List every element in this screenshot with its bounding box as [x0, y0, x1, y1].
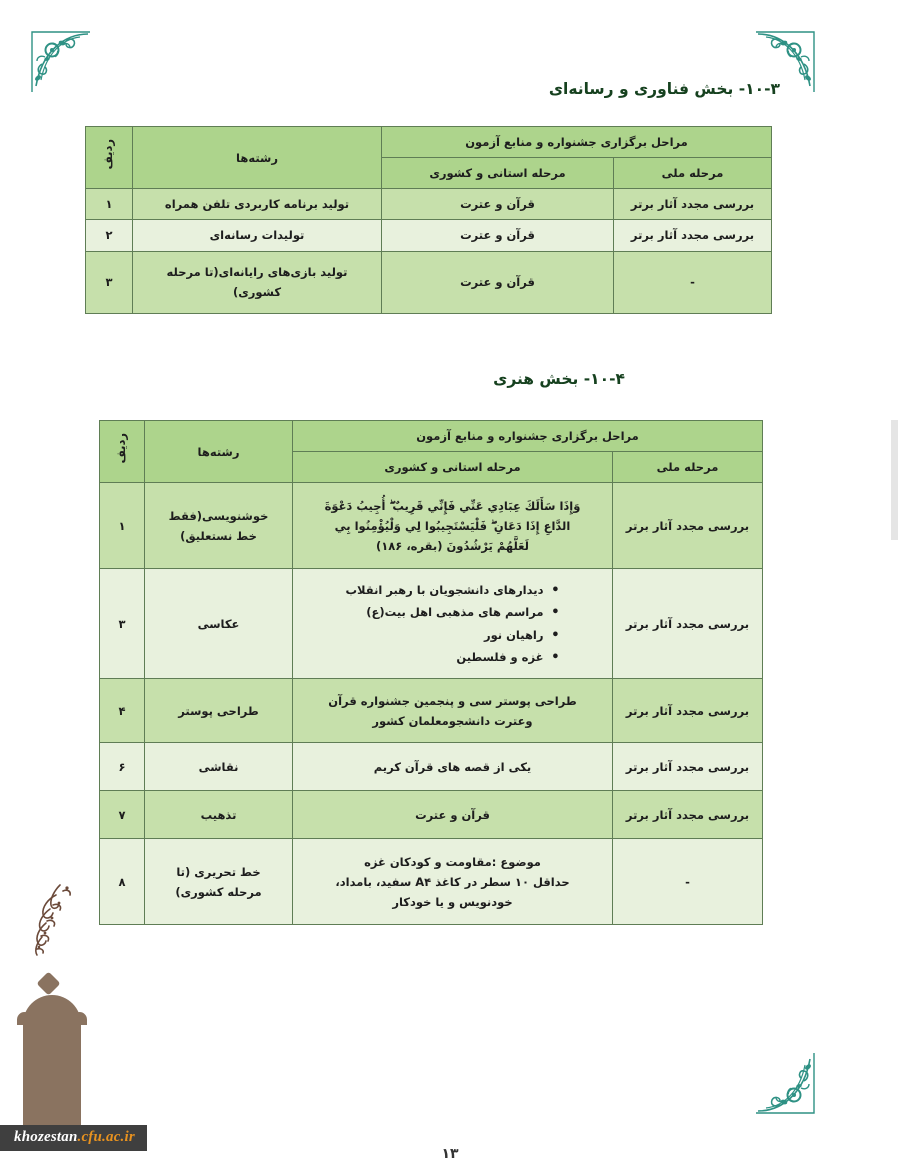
- footer-url-host: khozestan: [14, 1129, 78, 1145]
- cell-index: ۶: [100, 743, 145, 791]
- table-row: [100, 679, 763, 743]
- section-heading-art: ۱۰-۴- بخش هنری: [493, 370, 625, 388]
- cell-provincial: قرآن و عترت: [382, 251, 614, 313]
- cell-national: -: [614, 251, 772, 313]
- floral-corner-ornament-icon: [22, 26, 96, 100]
- cell-national: بررسی مجدد آثار برتر: [614, 189, 772, 220]
- cell-national: بررسی مجدد آثار برتر: [614, 220, 772, 251]
- calligraphy-icon: [20, 879, 84, 965]
- mihrab-finial: [36, 971, 60, 995]
- list-item: • راهیان نور: [346, 624, 560, 646]
- page-number: ۱۳: [441, 1146, 459, 1162]
- cell-national: بررسی مجدد آثار برتر: [613, 483, 763, 569]
- cell-national: بررسی مجدد آثار برتر: [613, 791, 763, 839]
- table-row: [86, 251, 772, 313]
- bullet-list: [346, 579, 560, 669]
- cell-field: تذهیب: [145, 791, 293, 839]
- cell-provincial: یکی از قصه های قرآن کریم: [293, 743, 613, 791]
- cell-field: [133, 251, 382, 313]
- cell-national: بررسی مجدد آثار برتر: [613, 569, 763, 679]
- cell-provincial-line2: حداقل ۱۰ سطر در کاغذ A۴ سفید، بامداد،: [335, 874, 570, 889]
- cell-index: ۲: [86, 220, 133, 251]
- table-header-row-group: [100, 421, 763, 452]
- cell-field: [145, 839, 293, 925]
- cell-provincial-line3: خودنویس و یا خودکار: [392, 894, 513, 909]
- header-national-stage: مرحله ملی: [613, 452, 763, 483]
- cell-field: عکاسی: [145, 569, 293, 679]
- cell-field: تولید برنامه کاربردی تلفن همراه: [133, 189, 382, 220]
- table-row: [100, 839, 763, 925]
- verse-line-2: الدَّاعِ إِذَا دَعَانِ ۖ فَلْيَسْتَجِيبُوا لِي وَلْيُؤْمِنُوا بِي: [334, 518, 571, 533]
- header-provincial-stage: مرحله استانی و کشوری: [293, 452, 613, 483]
- cell-field-line1: تولید بازی‌های رایانه‌ای(تا مرحله: [166, 264, 348, 279]
- cell-provincial-line2: وعترت دانشجومعلمان کشور: [372, 713, 533, 728]
- cell-provincial-bullets: [293, 569, 613, 679]
- section-heading-technology: ۱۰-۳- بخش فناوری و رسانه‌ای: [548, 80, 780, 98]
- cell-field-line2: کشوری): [232, 285, 282, 299]
- cell-provincial-line1: طراحی پوستر سی و پنجمین جشنواره قرآن: [328, 693, 577, 708]
- header-index: [86, 127, 133, 189]
- cell-index: ۷: [100, 791, 145, 839]
- mihrab-body: [23, 1017, 81, 1125]
- technology-section-table: [85, 126, 772, 314]
- header-provincial-stage: مرحله استانی و کشوری: [382, 158, 614, 189]
- table-row: [86, 220, 772, 251]
- art-section-table: [99, 420, 763, 925]
- cell-provincial-verse: [293, 483, 613, 569]
- header-fields: رشته‌ها: [145, 421, 293, 483]
- verse-line-1: وَإِذَا سَأَلَكَ عِبَادِي عَنِّي فَإِنِّي قَرِيبٌ ۖ أُجِيبُ دَعْوَةَ: [324, 498, 581, 513]
- table-row: [86, 189, 772, 220]
- list-item: • دیدارهای دانشجویان با رهبر انقلاب: [346, 579, 560, 601]
- cell-index: ۳: [100, 569, 145, 679]
- scan-edge-artifact: [891, 420, 898, 540]
- header-index-label: ردیف: [101, 139, 116, 170]
- header-stages-group: مراحل برگزاری جشنواره و منابع آزمون: [382, 127, 772, 158]
- header-national-stage: مرحله ملی: [614, 158, 772, 189]
- list-item: • غزه و فلسطین: [346, 646, 560, 668]
- cell-index: ۳: [86, 251, 133, 313]
- cell-index: ۱: [100, 483, 145, 569]
- cell-provincial: قرآن و عترت: [293, 791, 613, 839]
- cell-national: بررسی مجدد آثار برتر: [613, 743, 763, 791]
- cell-field-line1: خط تحریری (تا: [176, 864, 261, 879]
- floral-corner-ornament-icon: [750, 1045, 824, 1119]
- table-row: [100, 483, 763, 569]
- cell-index: ۱: [86, 189, 133, 220]
- cell-national: بررسی مجدد آثار برتر: [613, 679, 763, 743]
- header-fields: رشته‌ها: [133, 127, 382, 189]
- header-index-label: ردیف: [114, 433, 129, 464]
- table-header-row-group: [86, 127, 772, 158]
- cell-provincial: [293, 839, 613, 925]
- cell-provincial: قرآن و عترت: [382, 220, 614, 251]
- cell-field: نقاشی: [145, 743, 293, 791]
- cell-field-line2: خط نستعلیق): [180, 528, 257, 543]
- table-row: [100, 569, 763, 679]
- cell-field-line2: مرحله کشوری): [175, 884, 262, 899]
- footer-url-tld: .cfu.ac.ir: [77, 1129, 135, 1145]
- cell-provincial-line1: موضوع :مقاومت و کودکان غزه: [364, 854, 541, 869]
- header-index: [100, 421, 145, 483]
- cell-index: ۸: [100, 839, 145, 925]
- cell-national: -: [613, 839, 763, 925]
- verse-line-3: لَعَلَّهُمْ يَرْشُدُونَ (بقره، ۱۸۶): [375, 538, 529, 553]
- cell-provincial: قرآن و عترت: [382, 189, 614, 220]
- mihrab-decoration: [14, 875, 92, 1125]
- cell-index: ۴: [100, 679, 145, 743]
- header-stages-group: مراحل برگزاری جشنواره و منابع آزمون: [293, 421, 763, 452]
- table-row: [100, 791, 763, 839]
- cell-field: طراحی پوستر: [145, 679, 293, 743]
- cell-provincial: [293, 679, 613, 743]
- table-row: [100, 743, 763, 791]
- cell-field-line1: خوشنویسی(فقط: [168, 508, 269, 523]
- cell-field: تولیدات رسانه‌ای: [133, 220, 382, 251]
- list-item: • مراسم های مذهبی اهل بیت(ع): [346, 601, 560, 623]
- cell-field: [145, 483, 293, 569]
